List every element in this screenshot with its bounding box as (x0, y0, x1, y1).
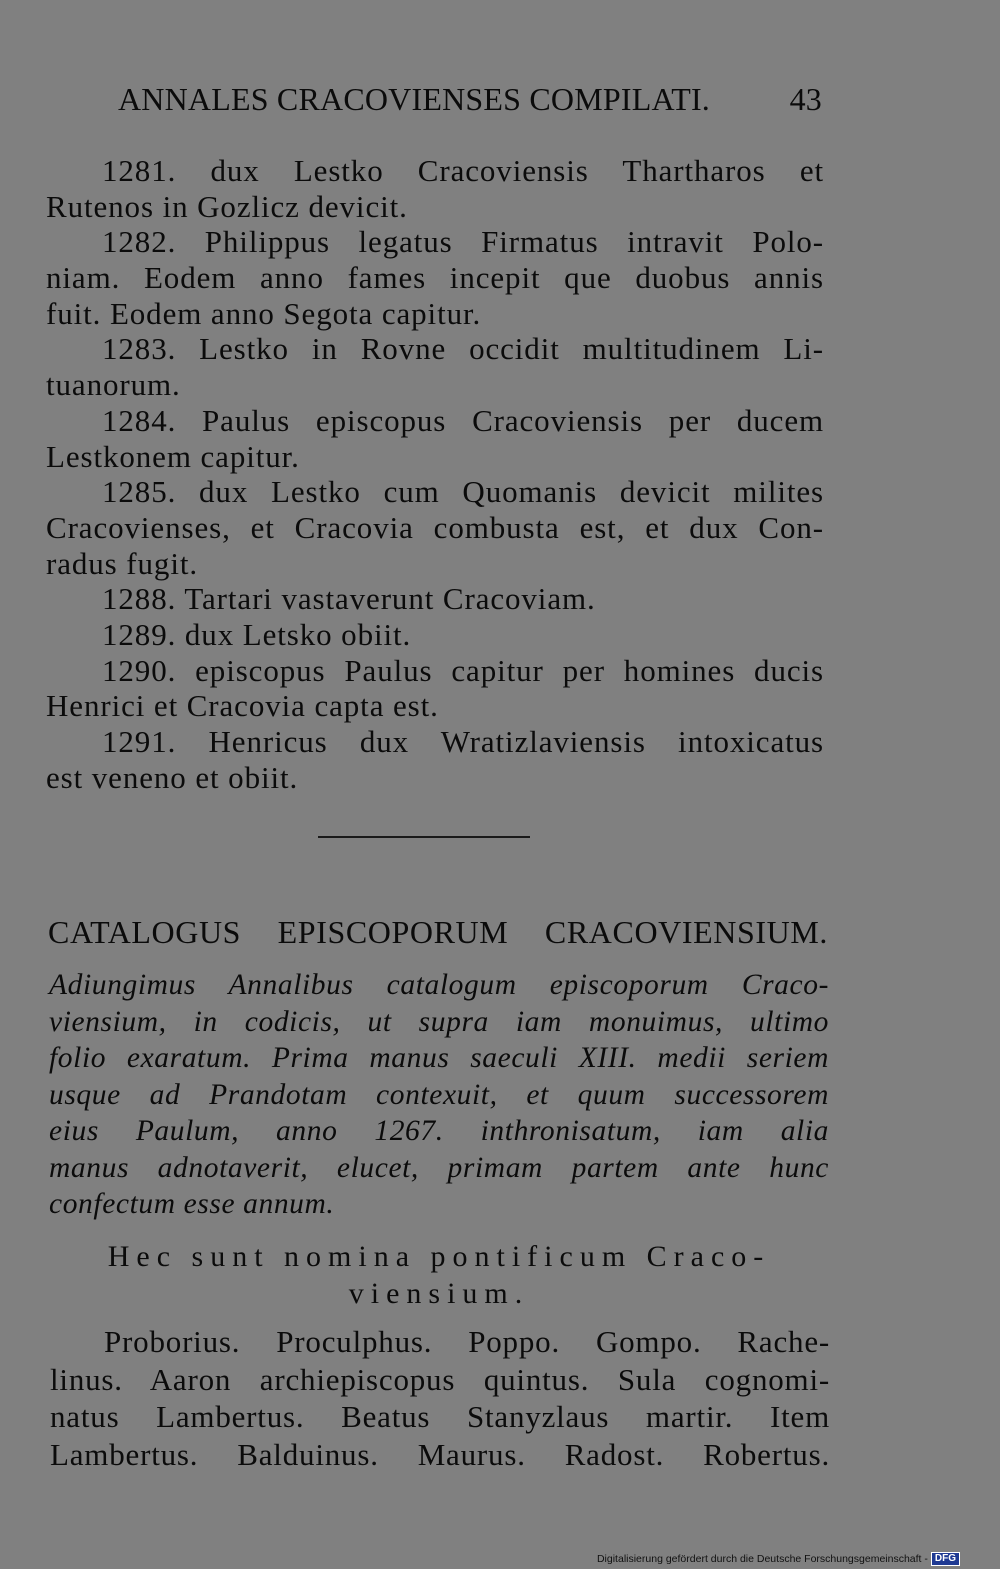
list-line: Lambertus. Balduinus. Maurus. Radost. Robertus. (50, 1436, 830, 1472)
list-line: Proborius. Proculphus. Poppo. Gompo. Rache- (104, 1324, 830, 1359)
running-header (118, 80, 822, 118)
subtitle-line: Hec sunt nomina pontificum Craco- (107, 1240, 771, 1273)
list-line: natus Lambertus. Beatus Stanyzlaus martir. Item (50, 1399, 830, 1434)
intro-line: confectum esse annum. (49, 1188, 335, 1220)
catalog-subtitle (84, 1238, 794, 1312)
annals-line: 1282. Philippus legatus Firmatus intravit Polo- (102, 224, 824, 260)
annals-line: Lestkonem capitur. (46, 438, 300, 474)
annals-line: 1288. Tartari vastaverunt Cracoviam. (102, 581, 596, 617)
annals-line: niam. Eodem anno fames incepit que duobus annis (46, 260, 824, 296)
annals-line: tuanorum. (46, 367, 181, 403)
annals-line: 1283. Lestko in Rovne occidit multitudinem Li- (102, 331, 824, 367)
intro-line: eius Paulum, anno 1267. inthronisatum, iam alia (49, 1115, 829, 1147)
section-divider (318, 836, 530, 838)
subtitle-line: viensium. (348, 1277, 530, 1310)
annals-line: Henrici et Cracovia capta est. (46, 688, 439, 724)
list-line: linus. Aaron archiepiscopus quintus. Sula cognomi- (50, 1361, 830, 1397)
annals-line: 1281. dux Lestko Cracoviensis Thartharos et (102, 153, 824, 188)
annals-line: 1291. Henricus dux Wratizlaviensis intoxicatus (102, 724, 824, 759)
annals-line: Rutenos in Gozlicz devicit. (46, 188, 408, 224)
annals-line: est veneno et obiit. (46, 759, 299, 795)
footer-text: Digitalisierung gefördert durch die Deutsche Forschungsgemeinschaft - (596, 1553, 928, 1565)
annals-line: 1290. episcopus Paulus capitur per homines ducis (102, 652, 824, 688)
intro-line: viensium, in codicis, ut supra iam monuimus, ultimo (49, 1005, 829, 1038)
catalog-title: CATALOGUS EPISCOPORUM CRACOVIENSIUM. (48, 914, 828, 950)
intro-line: Adiungimus Annalibus catalogum episcoporum Craco- (49, 969, 829, 1001)
annals-line: Cracovienses, et Cracovia combusta est, et dux Con- (46, 509, 824, 545)
annals-line: 1289. dux Letsko obiit. (102, 616, 412, 652)
annals-line: 1285. dux Lestko cum Quomanis devicit milites (102, 474, 824, 510)
annals-line: 1284. Paulus episcopus Cracoviensis per ducem (102, 402, 824, 438)
header-title: ANNALES CRACOVIENSES COMPILATI. (118, 81, 711, 117)
annals-line: radus fugit. (46, 545, 198, 581)
funding-footer (597, 1552, 960, 1566)
bishops-list (50, 1323, 830, 1473)
intro-line: manus adnotaverit, elucet, primam partem ante hunc (49, 1151, 829, 1184)
intro-line: usque ad Prandotam contexuit, et quum successorem (49, 1078, 829, 1111)
annals-text (46, 153, 824, 795)
dfg-logo-icon: DFG (931, 1552, 960, 1566)
annals-line: fuit. Eodem anno Segota capitur. (46, 295, 482, 331)
page-number: 43 (789, 81, 822, 117)
intro-line: folio exaratum. Prima manus saeculi XIII. medii seriem (49, 1042, 829, 1074)
catalog-introduction (49, 967, 829, 1223)
